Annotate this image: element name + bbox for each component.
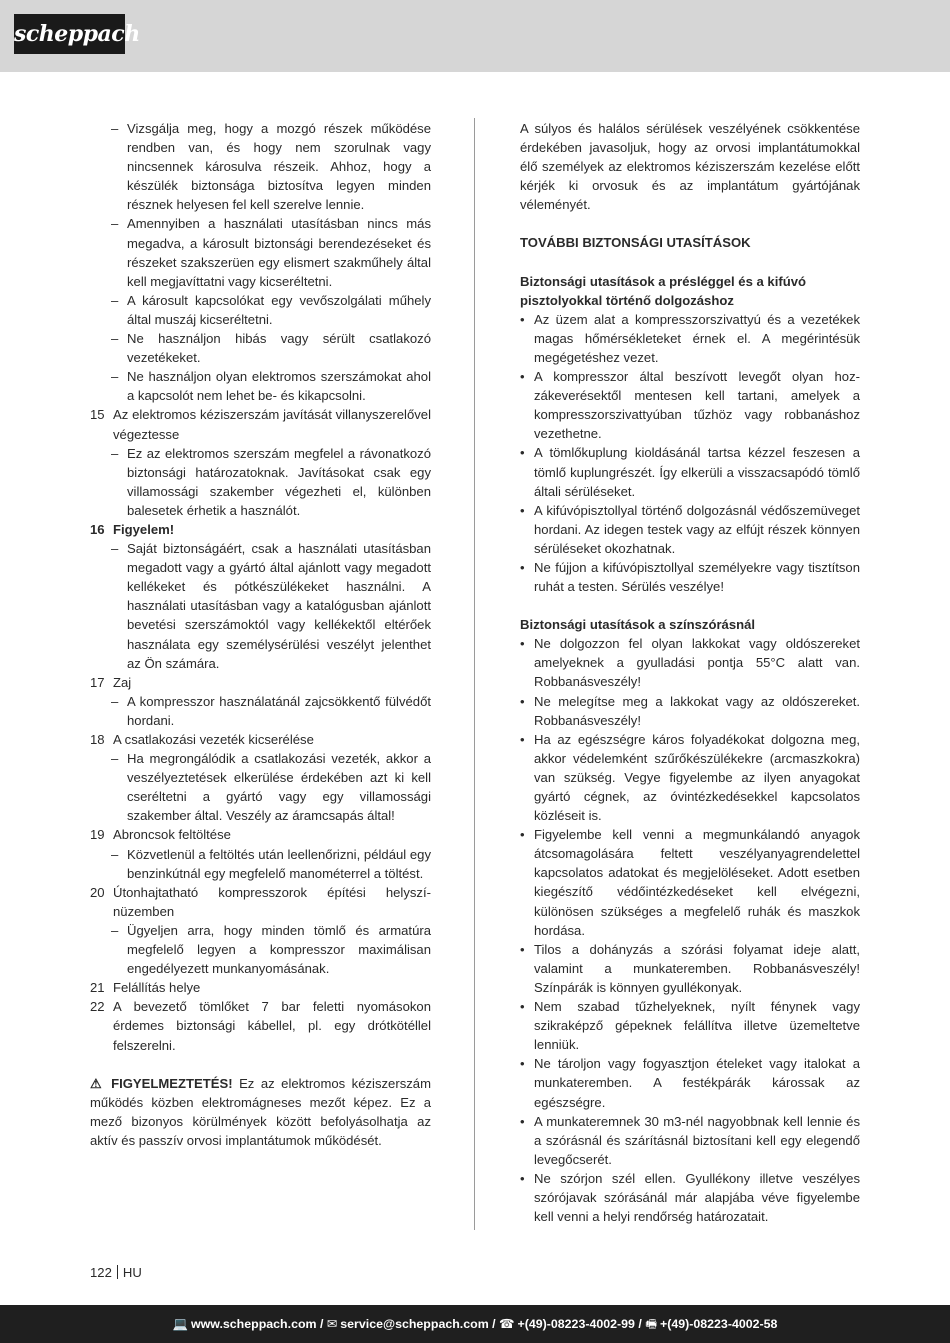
list-item: • A kifúvópisztollyal történő dolgozásnál védőszemüveget hordani. Az idegen testek vagy az elfújt részek könnyen sérüléseket okozhatnak.	[520, 502, 860, 556]
website-link[interactable]: www.scheppach.com	[191, 1317, 317, 1331]
left-column	[90, 119, 431, 1150]
list-item: – A károsult kapcsolókat egy vevőszolgálati műhely által muszáj kicseréltetni.	[111, 292, 431, 327]
list-item: – Közvetlenül a feltöltés után leellenőrizni, például egy benzinkútnál egy megfelelő manométerrel a töltést.	[111, 846, 431, 881]
warning-icon: ⚠	[90, 1075, 105, 1091]
list-item: – Ez az elektromos szerszám megfelel a rávonatkozó biztonsági határozatoknak. Javításokat csak egy villamossági szakember végezheti el, különben balesetek érhetik a használót.	[111, 445, 431, 518]
subheading-paint-spraying: Biztonsági utasítások a színszórásnál	[520, 617, 756, 633]
phone-number: +(49)-08223-4002-99	[517, 1317, 635, 1331]
list-item: • Nem szabad tűzhelyeknek, nyílt fénynek vagy szikraképző gépeknek felállítva illetve üzemeltetve lenniük.	[520, 999, 860, 1053]
numbered-item-18: 18 A csatlakozási vezeték kicserélése	[90, 732, 314, 747]
intro-paragraph: A súlyos és halálos sérülések veszélyének csökkentése érdekében javasoljuk, hogy az orvosi implantátumokkal élő személyek az elektromos kéziszerszám kezelése előtt kérjék ki orvosuk és az implantátum gyártójának véleményét.	[520, 121, 860, 213]
list-item: • Ha az egészségre káros folyadékokat dolgozna meg, akkor védelemként szűrőkészülékekre (arcmaszkokra) van szükség. Vegye figyelembe az ilyen anyagokat gyártó cégnek, az óvintézkedésekkel kapcsolatos közléseit is.	[520, 731, 860, 824]
list-item: • Ne tároljon vagy fogyasztjon ételeket vagy italokat a munkateremben. A festékpárák károssak az egészségre.	[520, 1056, 860, 1110]
list-item: • Ne szórjon szél ellen. Gyullékony illetve veszélyes szórójavak szórásánál már alapjába véve figyelembe kell venni a helyi rendőrség határozatait.	[520, 1170, 860, 1225]
list-item: – Amennyiben a használati utasításban nincs más megadva, a károsult biztonsági berendezéseket és részeket szakszerüen egy elismert szakműhely által kell megjavíttatni vagy kicseréltetni.	[111, 216, 431, 289]
right-column	[520, 119, 860, 1226]
list-item: • A tömlőkuplung kioldásánál tartsa kézzel feszesen a tömlő kuplungrészét. Így elkerüli a visszacsapódó tömlő általi sérüléseket.	[520, 445, 860, 499]
warning-paragraph: ⚠ FIGYELMEZTETÉS! Ez az elektromos kéziszerszám működés közben elektromágneses mezőt képez. Ez a mező bizonyos körülmények között befolyásolhatja az aktív és passzív orvosi implantátumok működését.	[90, 1075, 431, 1148]
list-item: • A munkateremnek 30 m3-nél nagyobbnak kell lennie és a szórásnál és szárításnál biztosítani kell egy elegendő levegőcserét.	[520, 1113, 860, 1167]
list-item: – Ne használjon olyan elektromos szerszámokat ahol a kapcsolót nem lehet be- és kikapcsolni.	[111, 369, 431, 404]
list-item: • A kompresszor által beszívott levegőt olyan hozzákeverésektől mentesen kell tartani, amelyek a kompresszorszivattyúban tűzhöz vagy robbanáshoz vezethetne.	[520, 369, 860, 442]
list-item: • Tilos a dohányzás a szórási folyamat ideje alatt, valamint a munkateremben. Robbanásveszély! Színpárák is könnyen gyullékonyak.	[520, 941, 860, 995]
page-number: 122 HU	[90, 1265, 142, 1280]
list-item: • Figyelembe kell venni a megmunkálandó anyagok átcsomagolására feltett veszélyanyagrendelettel kapcsolatos adatokat és megjelöléseket. Adott esetben kiegészítő védőintézkedéseket kell elvégezni, különösen szükséges a megfelelő ruhák és maszkok hordása.	[520, 827, 860, 938]
numbered-item-22: 22 A bevezető tömlőket 7 bar feletti nyomásokon érdemes biztonsági kábellel, pl. egy drótkötéllel felszerelni.	[90, 999, 431, 1053]
list-item: • Ne fújjon a kifúvópisztollyal személyekre vagy tisztítson ruhát a testen. Sérülés veszélye!	[520, 559, 860, 595]
mail-icon: ✉	[326, 1317, 338, 1331]
warning-label: FIGYELMEZTETÉS!	[111, 1075, 233, 1091]
page-footer: 💻 www.scheppach.com / ✉ service@scheppach.com / ☎ +(49)-08223-4002-99 / 🖷 +(49)-08223-4002-58	[0, 1305, 950, 1343]
fax-icon: 🖷	[645, 1317, 657, 1331]
list-item: – Vizsgálja meg, hogy a mozgó részek működése rendben van, és hogy nem szorulnak vagy nincsennek károsulva részeik. Ahhoz, hogy a készülék biztonsága biztosítva legyen minden résznek helyesen fel kell szerelve lennie.	[111, 121, 431, 213]
section-heading: TOVÁBBI BIZTONSÁGI UTASÍTÁSOK	[520, 235, 751, 251]
computer-icon: 💻	[172, 1317, 188, 1331]
list-item: • Ne melegítse meg a lakkokat vagy az oldószereket. Robbanásveszély!	[520, 693, 860, 728]
numbered-item-16: 16 Figyelem!	[90, 521, 175, 537]
list-item: – A kompresszor használatánál zajcsökkentő fülvédőt hordani.	[111, 693, 431, 728]
phone-icon: ☎	[499, 1317, 515, 1331]
numbered-item-15: 15 Az elektromos kéziszerszám javítását villanyszerelővel végeztesse	[90, 407, 431, 442]
fax-number: +(49)-08223-4002-58	[659, 1317, 778, 1331]
list-item: • Ne dolgozzon fel olyan lakkokat vagy oldószereket amelyeknek a gyulladási pontja 55°C alatt van. Robbanásveszély!	[520, 636, 860, 690]
list-item: – Ne használjon hibás vagy sérült csatlakozó vezetékeket.	[111, 331, 431, 366]
scheppach-logo: scheppach	[14, 14, 125, 54]
page-header	[0, 0, 950, 72]
numbered-item-21: 21 Felállítás helye	[90, 980, 201, 996]
list-item: • Az üzem alat a kompresszorszivattyú és a vezetékek magas hőmérsékleteket érnek el. A megérintésük megégetéshez vezet.	[520, 311, 860, 365]
column-divider	[474, 118, 475, 1230]
numbered-item-20: 20 Útonhajtatható kompresszorok építési helyszínüzemben	[90, 884, 431, 919]
list-item: – Ha megrongálódik a csatlakozási vezeték, akkor a veszélyeztetések elkerülése érdekében azt ki kell cseréltetni a gyártó vagy egy villamossági szakember által. Veszély az áramcsapás által!	[111, 751, 431, 824]
list-item: – Ügyeljen arra, hogy minden tömlő és armatúra megfelelő legyen a kompresszor maximálisan engedélyezett munkanyomásának.	[111, 922, 431, 977]
email-link[interactable]: service@scheppach.com	[340, 1317, 489, 1331]
numbered-item-17: 17 Zaj	[90, 674, 132, 690]
numbered-item-19: 19 Abroncsok feltöltése	[90, 827, 231, 843]
subheading-compressed-air: Biztonsági utasítások a présléggel és a kifúvó pisztolyokkal történő dolgozáshoz	[520, 273, 806, 308]
list-item: – Saját biztonságáért, csak a használati utasításban megadott vagy a gyártó által ajánlott vagy megadott kellékeket és pótkészülékeket használni. A használati utasításban vagy a katalógusban ajánlott bevetési szerszámoktól vagy kellékektől eltérőek használata egy személysérülési veszélyt jelenthet az Ön számára.	[111, 541, 431, 671]
